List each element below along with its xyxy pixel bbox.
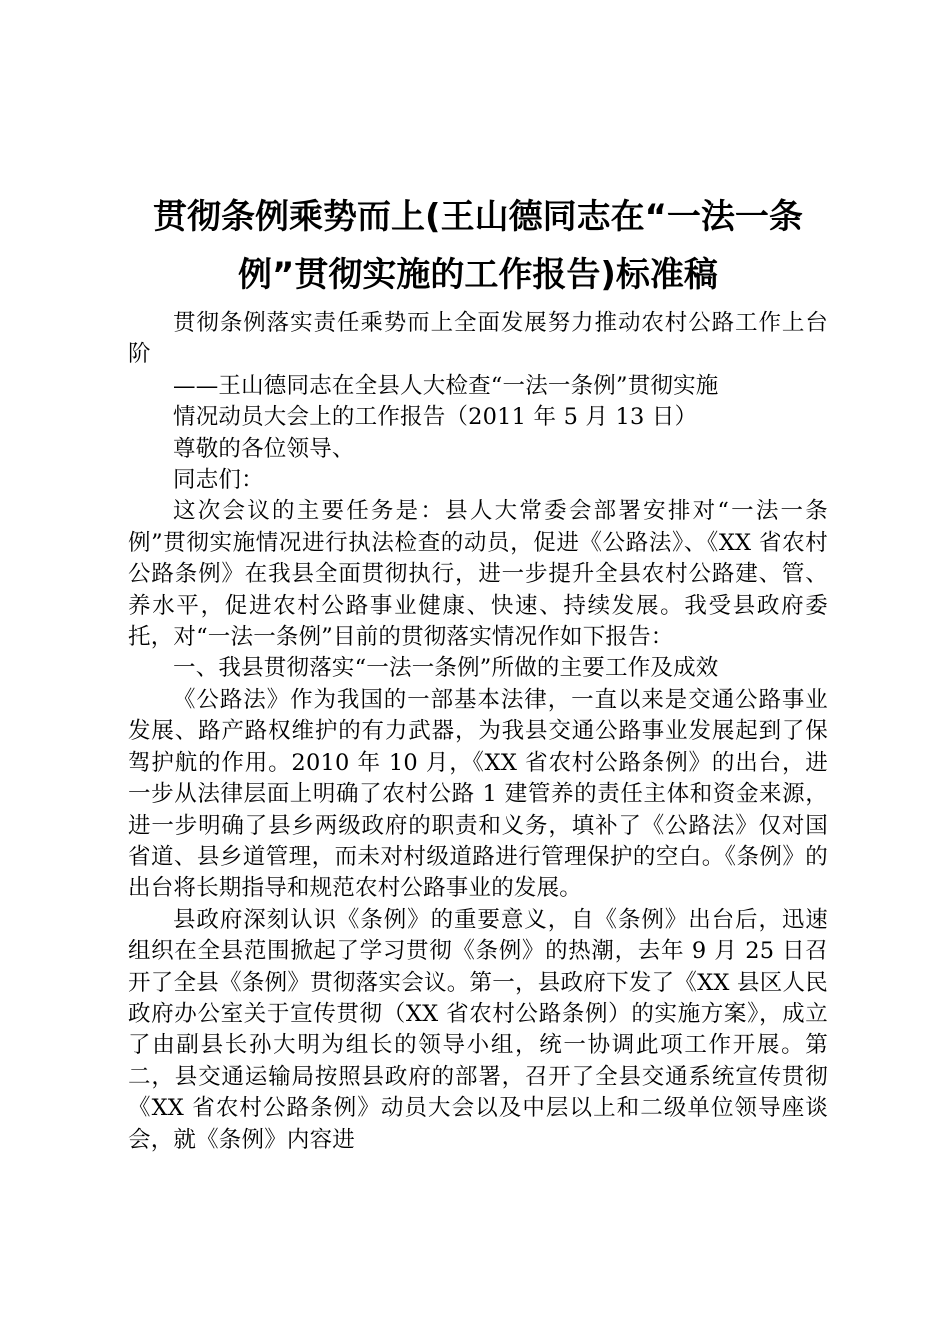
document-title-line-1: 贯彻条例乘势而上(王山德同志在“一法一条	[153, 197, 803, 237]
body-paragraph-1: 《公路法》作为我国的一部基本法律，一直以来是交通公路事业发展、路产路权维护的有力武器，为我县交通公路事业发展起到了保驾护航的作用。2010 年 10 月，《XX 省农村公路条例》的出台，进一步从法律层面上明确了农村公路 1 建管养的责任主体和资金来源，进一步明确了县乡两级政府的职责和义务，填补了《公路法》仅对国省道、县乡道管理，而未对村级道路进行管理保护的空白。《条例》的出台将长期指导和规范农村公路事业的发展。	[128, 686, 828, 902]
document-title-line-2: 例”贯彻实施的工作报告)标准稿	[238, 255, 718, 295]
section-heading: 一、我县贯彻落实“一法一条例”所做的主要工作及成效	[173, 655, 719, 682]
body-paragraph-2: 县政府深刻认识《条例》的重要意义，自《条例》出台后，迅速组织在全县范围掀起了学习贯彻《条例》的热潮，去年 9 月 25 日召开了全县《条例》贯彻落实会议。第一，县政府下发了《XX 县区人民政府办公室关于宣传贯彻（XX 省农村公路条例）的实施方案》，成立了由副县长孙大明为组长的领导小组，统一协调此项工作开展。第二，县交通运输局按照县政府的部署，召开了全县交通系统宣传贯彻《XX 省农村公路条例》动员大会以及中层以上和二级单位领导座谈会，就《条例》内容进	[128, 906, 828, 1153]
byline-line-2: 情况动员大会上的工作报告（2011 年 5 月 13 日）	[173, 404, 698, 431]
document-body	[128, 308, 828, 1156]
subtitle: 贯彻条例落实责任乘势而上全面发展努力推动农村公路工作上台阶	[128, 310, 828, 368]
intro-paragraph: 这次会议的主要任务是：县人大常委会部署安排对“一法一条例”贯彻实施情况进行执法检查的动员，促进《公路法》、《XX 省农村公路条例》在我县全面贯彻执行，进一步提升全县农村公路建、管、养水平，促进农村公路事业健康、快速、持续发展。我受县政府委托，对“一法一条例”目前的贯彻落实情况作如下报告：	[128, 498, 828, 651]
document-title	[128, 188, 828, 304]
salutation-line-2: 同志们：	[173, 467, 264, 494]
document-page	[128, 188, 828, 1156]
salutation-line-1: 尊敬的各位领导、	[173, 435, 355, 462]
byline-line-1: ——王山德同志在全县人大检查“一法一条例”贯彻实施	[173, 372, 719, 399]
